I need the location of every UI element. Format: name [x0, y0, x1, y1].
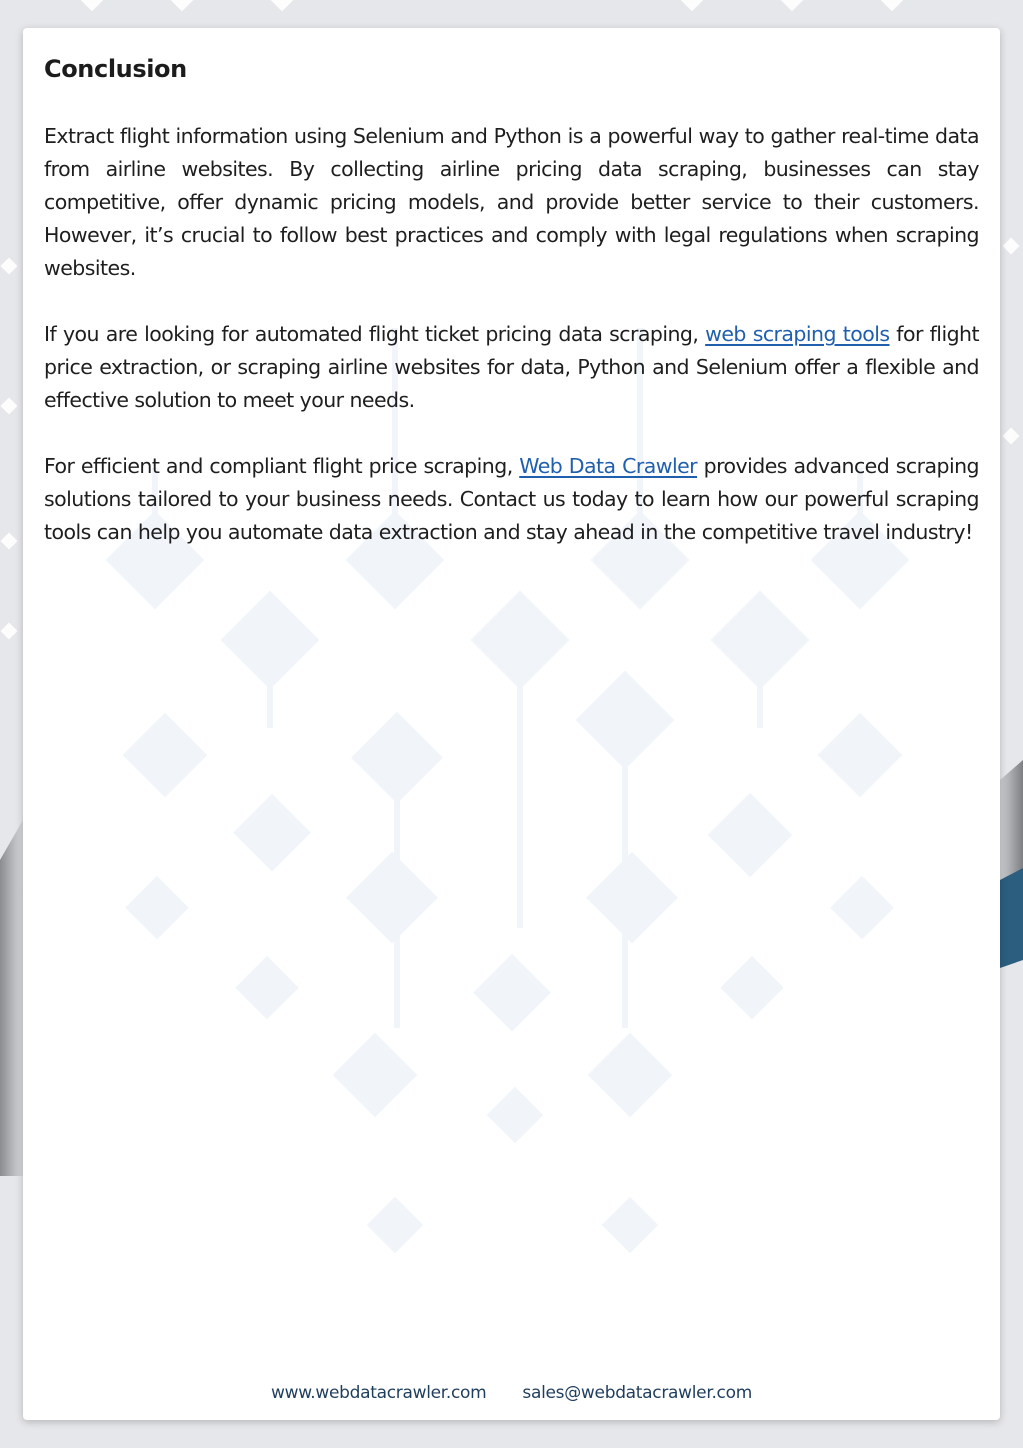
footer-email[interactable]: sales@webdatacrawler.com — [522, 1383, 752, 1403]
footer-website[interactable]: www.webdatacrawler.com — [271, 1383, 487, 1403]
paragraph-2-text-end: for flight price extraction, or scraping airline websites for data, Python and Selenium offer a flexible and effective solution to meet your needs. — [44, 322, 979, 412]
web-data-crawler-link[interactable]: Web Data Crawler — [519, 454, 698, 478]
paragraph-2-text-start: If you are looking for automated flight ticket pricing data scraping, — [44, 322, 706, 346]
footer-contact — [23, 1383, 1000, 1403]
paragraph-3 — [44, 450, 979, 549]
paragraph-3-text-end: provides advanced scraping solutions tailored to your business needs. Contact us today to learn how our powerful scraping tools can help you automate data extraction and stay ahead in the competitive travel industry! — [44, 454, 980, 544]
document-body — [44, 52, 979, 582]
paragraph-2 — [44, 318, 979, 417]
paragraph-1: Extract flight information using Selenium and Python is a powerful way to gather real-time data from airline websites. By collecting airline pricing data scraping, businesses can stay competitive, offer dynamic pricing models, and provide better service to their customers. However, it’s crucial to follow best practices and comply with legal regulations when scraping websites. — [44, 124, 979, 280]
web-scraping-tools-link[interactable]: web scraping tools — [705, 322, 890, 346]
document-card — [23, 28, 1000, 1420]
paragraph-3-text-start: For efficient and compliant flight price scraping, — [44, 454, 520, 478]
side-tab-accent — [1000, 868, 1023, 968]
section-heading: Conclusion — [44, 55, 187, 83]
